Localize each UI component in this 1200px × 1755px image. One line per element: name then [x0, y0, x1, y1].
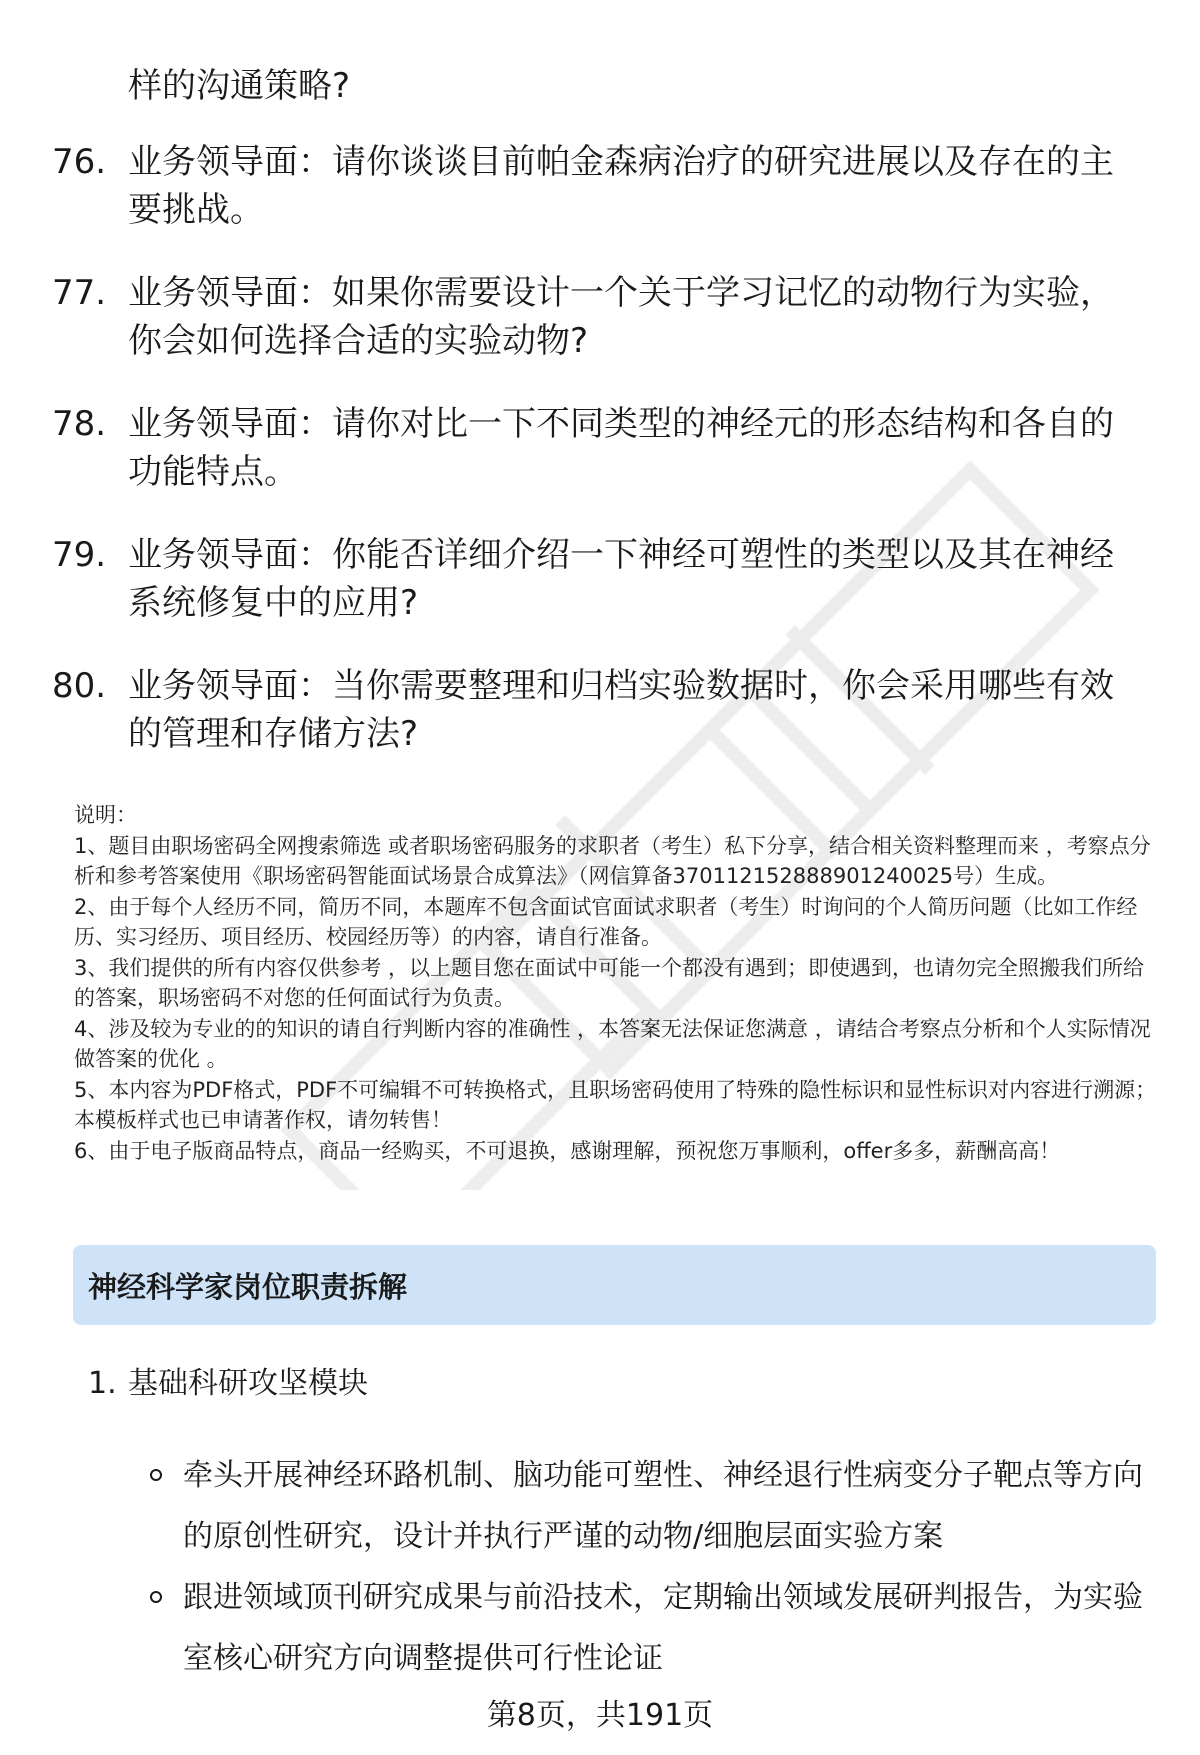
responsibility-item: [150, 1445, 1150, 1567]
question-text: 业务领导面：请你谈谈目前帕金森病治疗的研究进展以及存在的主要挑战。: [128, 142, 1114, 230]
module-heading: [88, 1362, 368, 1406]
notes-item: 3、我们提供的所有内容仅供参考 ，以上题目您在面试中可能一个都没有遇到；即使遇到，也请勿完全照搬我们所给的答案，职场密码不对您的任何面试行为负责。: [74, 955, 1145, 1010]
section-header: [73, 1245, 1156, 1325]
notes-item: 6、由于电子版商品特点，商品一经购买，不可退换，感谢理解，预祝您万事顺利，offer多多，薪酬高高！: [74, 1138, 1061, 1163]
notes-item: 1、题目由职场密码全网搜索筛选 或者职场密码服务的求职者（考生）私下分享，结合相关资料整理而来 ，考察点分析和参考答案使用《职场密码智能面试场景合成算法》（网信算备370112152888901240025号）生成。: [74, 833, 1151, 888]
responsibility-item: [150, 1567, 1150, 1689]
question-number: 78.: [52, 404, 107, 444]
page-footer: 第8页，共191页: [486, 1698, 714, 1733]
question-item: [0, 138, 1138, 234]
notes-item: 5、本内容为PDF格式，PDF不可编辑不可转换格式，且职场密码使用了特殊的隐性标识和显性标识对内容进行溯源；本模板样式也已申请著作权，请勿转售！: [74, 1077, 1157, 1132]
module-title: 基础科研攻坚模块: [128, 1366, 368, 1401]
question-text: 业务领导面：如果你需要设计一个关于学习记忆的动物行为实验，你会如何选择合适的实验动物?: [128, 273, 1114, 361]
notes-title: 说明：: [74, 803, 137, 827]
question-number: 77.: [52, 273, 107, 313]
hollow-circle-bullet-icon: [150, 1591, 162, 1603]
question-list: [0, 138, 1200, 793]
question-number: 80.: [52, 666, 107, 706]
hollow-circle-bullet-icon: [150, 1469, 162, 1481]
question-text: 业务领导面：请你对比一下不同类型的神经元的形态结构和各自的功能特点。: [128, 404, 1114, 492]
question-number: 76.: [52, 142, 107, 182]
section-title: 神经科学家岗位职责拆解: [88, 1269, 408, 1304]
question-text: 业务领导面：你能否详细介绍一下神经可塑性的类型以及其在神经系统修复中的应用?: [128, 535, 1114, 623]
notes-item: 2、由于每个人经历不同，简历不同，本题库不包含面试官面试求职者（考生）时询问的个人简历问题（比如工作经历、实习经历、项目经历、校园经历等）的内容，请自行准备。: [74, 894, 1138, 949]
question-number: 79.: [52, 535, 107, 575]
question-item: [0, 269, 1138, 365]
notes-block: [74, 800, 1160, 1166]
question-item: [0, 662, 1138, 758]
responsibility-text: 牵头开展神经环路机制、脑功能可塑性、神经退行性病变分子靶点等方向的原创性研究，设计并执行严谨的动物/细胞层面实验方案: [183, 1458, 1143, 1554]
question-text: 业务领导面：当你需要整理和归档实验数据时，你会采用哪些有效的管理和存储方法?: [128, 666, 1114, 754]
responsibility-text: 跟进领域顶刊研究成果与前沿技术，定期输出领域发展研判报告，为实验室核心研究方向调整提供可行性论证: [183, 1580, 1143, 1676]
notes-item: 4、涉及较为专业的的知识的请自行判断内容的准确性 ，本答案无法保证您满意 ，请结合考察点分析和个人实际情况做答案的优化 。: [74, 1016, 1151, 1071]
question-item: [0, 400, 1138, 496]
responsibility-list: [150, 1445, 1150, 1689]
question-continued-text: 样的沟通策略?: [128, 66, 351, 106]
question-item: [0, 531, 1138, 627]
module-number: 1.: [88, 1366, 117, 1401]
